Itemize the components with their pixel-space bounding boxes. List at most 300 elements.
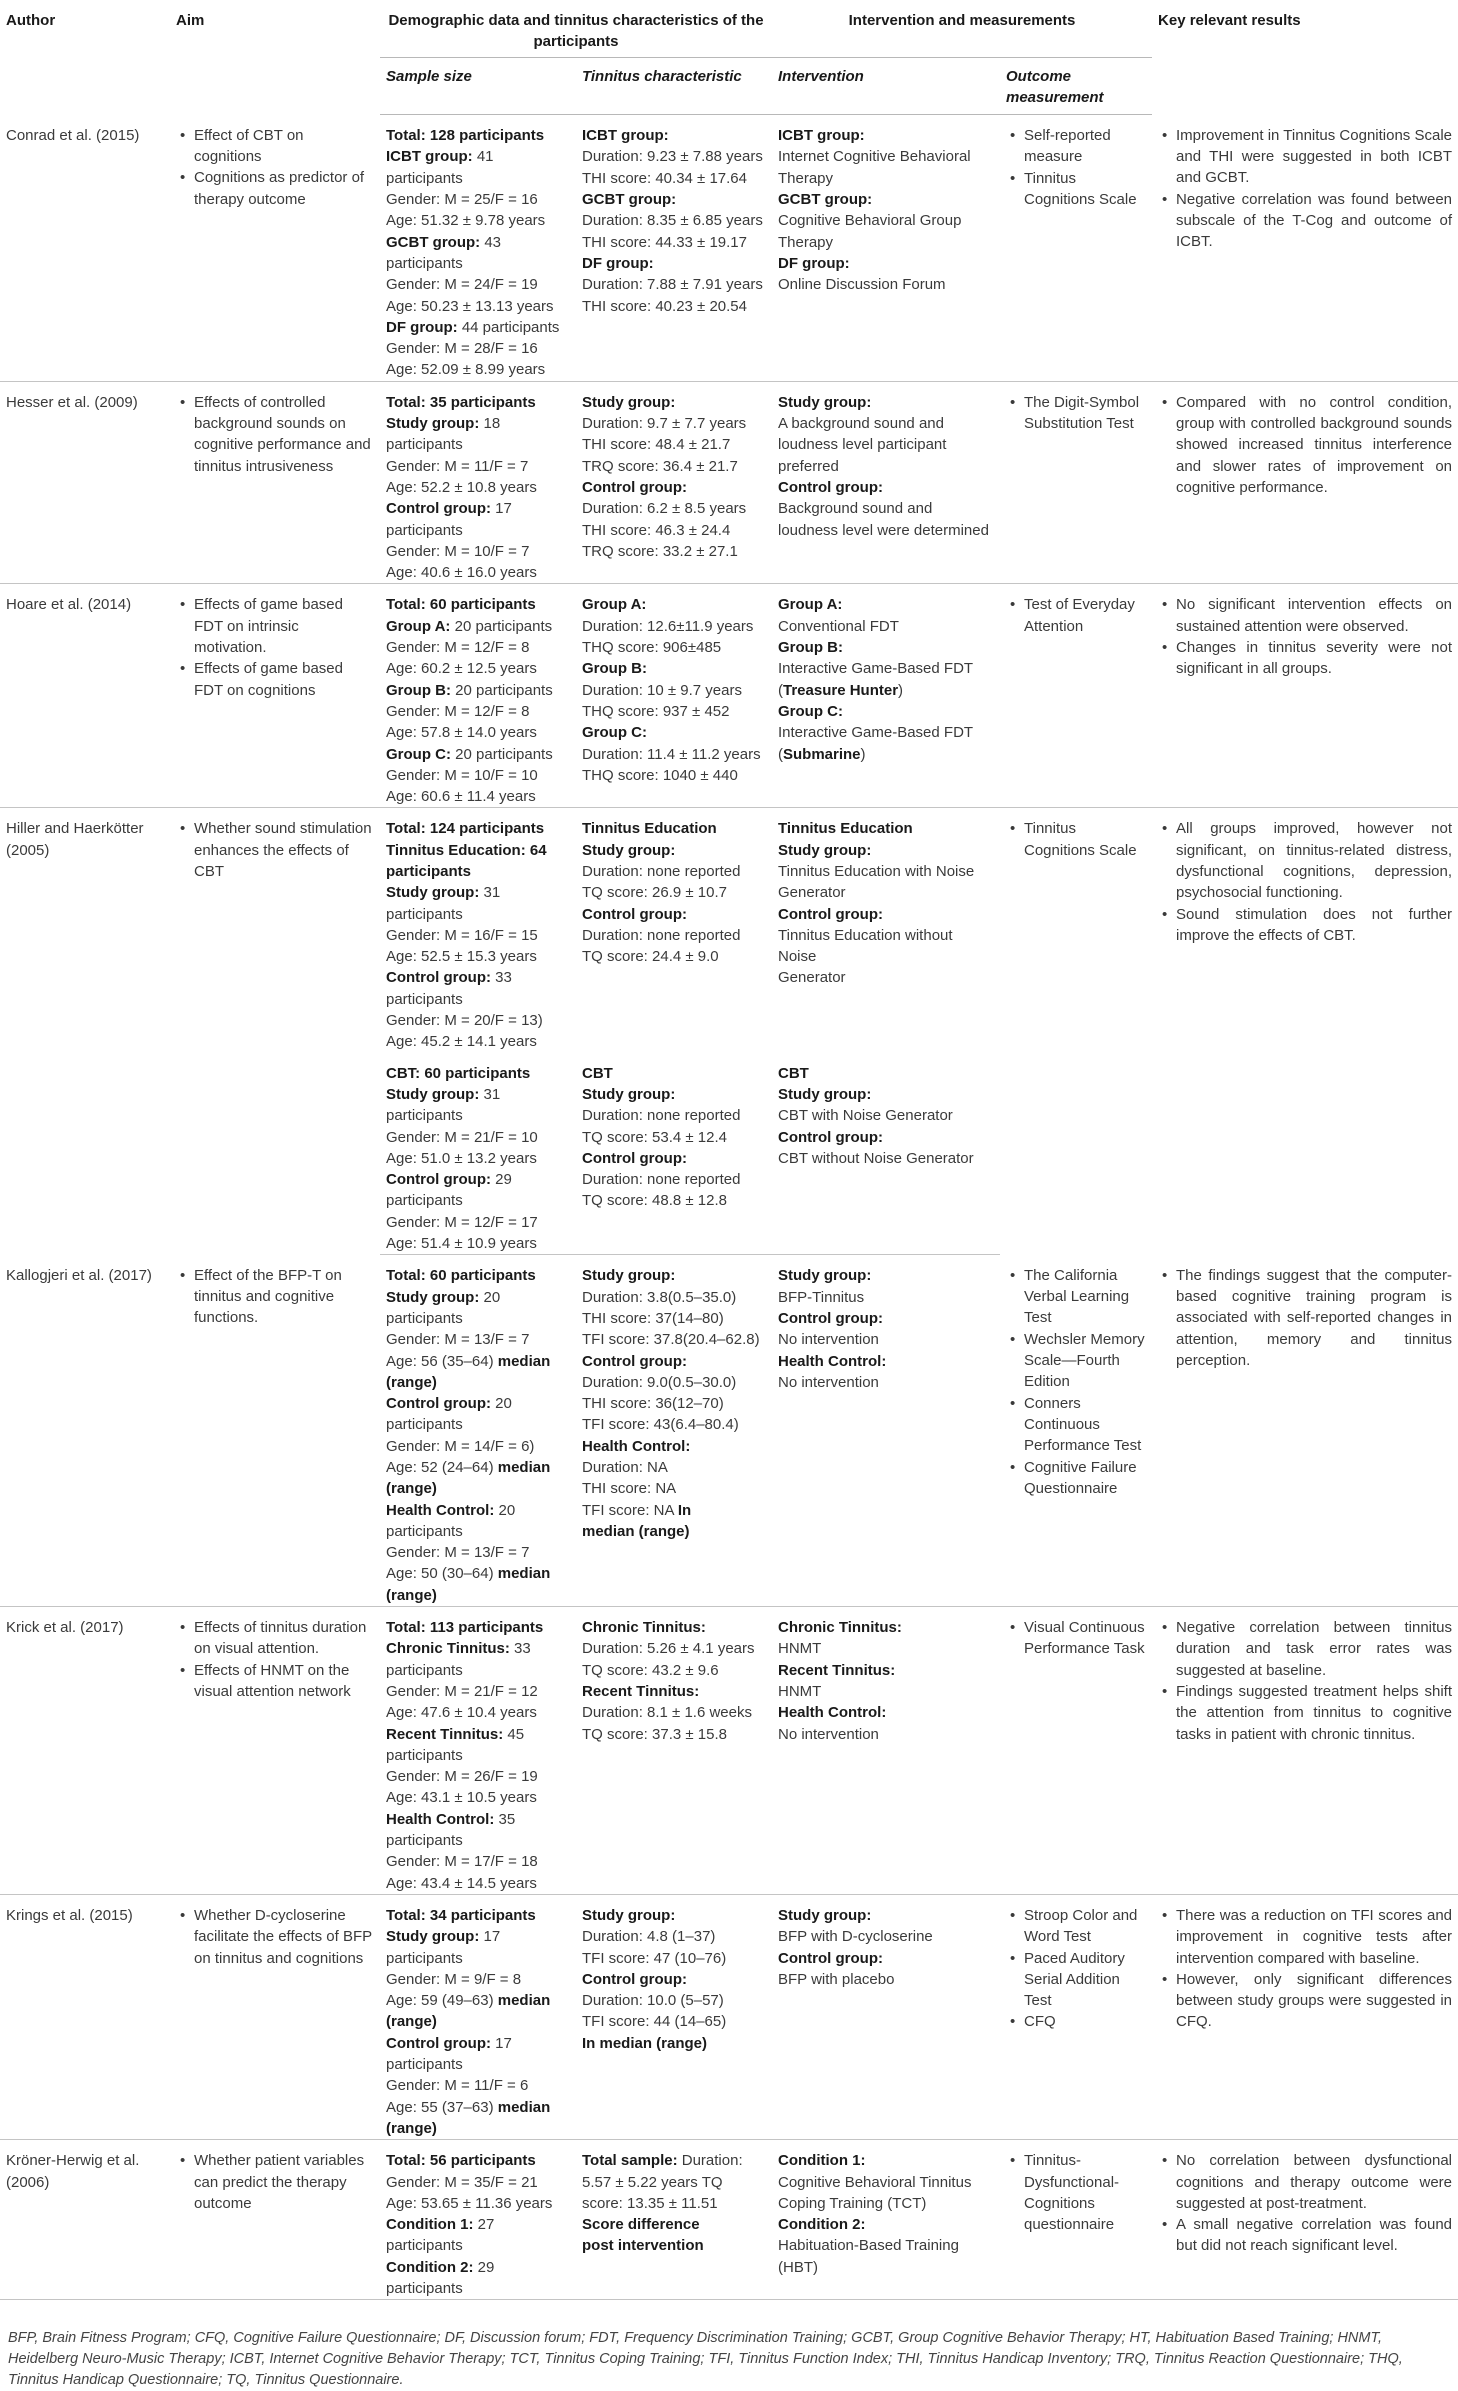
tinnitus-text: In median (range) <box>582 2034 708 2052</box>
intervention-text: Control group: <box>778 1309 883 1327</box>
intervention-text: Chronic Tinnitus: <box>778 1619 902 1637</box>
results-cell <box>1152 1607 1458 1895</box>
intervention-text: CBT with Noise Generator <box>778 1107 953 1125</box>
header-demographic: Demographic data and tinnitus characteristics of the participants <box>380 0 772 57</box>
results-list <box>1158 392 1452 498</box>
sample-text: Age: 59 (49–63) <box>386 1992 498 2010</box>
tinnitus-line <box>582 1063 766 1084</box>
intervention-text-close: ) <box>860 745 866 763</box>
intervention-text: Tinnitus Education without Noise <box>778 926 953 966</box>
tinnitus-line <box>582 1105 766 1126</box>
intervention-text: CBT without Noise Generator <box>778 1149 974 1167</box>
sample-text-rest: 20 <box>490 1395 512 1413</box>
sample-text: Study group: <box>386 1085 480 1103</box>
sample-text: (range) <box>386 1586 437 1604</box>
tinnitus-text: TQ score: 43.2 ± 9.6 <box>582 1661 719 1679</box>
sample-line <box>386 637 570 658</box>
tinnitus-text: Control group: <box>582 478 687 496</box>
tinnitus-line <box>582 1948 766 1969</box>
sample-line <box>386 1585 570 1606</box>
sample-line <box>386 1905 570 1926</box>
sample-text-rest: 18 <box>479 415 501 433</box>
sample-text-bold: median <box>497 1565 551 1583</box>
sample-text: Age: 52.09 ± 8.99 years <box>386 361 546 379</box>
sample-line <box>386 1169 570 1190</box>
sample-line <box>386 1308 570 1329</box>
sample-text-rest: 17 <box>479 1928 501 1946</box>
sample-text: Control group: <box>386 969 491 987</box>
outcome-cell <box>1000 808 1152 1255</box>
tinnitus-text: Study group: <box>582 1906 676 1924</box>
outcome-item: • Stroop Color and Word Test <box>1024 1905 1146 1948</box>
sample-line <box>386 1084 570 1105</box>
sample-line <box>386 882 570 903</box>
sample-text: Age: 45.2 ± 14.1 years <box>386 1033 537 1051</box>
tinnitus-line <box>582 392 766 413</box>
tinnitus-text: TQ score: 53.4 ± 12.4 <box>582 1128 727 1146</box>
sample-text: participants <box>386 254 463 272</box>
sample-line <box>386 925 570 946</box>
sample-text: Age: 56 (35–64) <box>386 1352 498 1370</box>
aim-item: • Effect of the BFP-T on tinnitus and cognitive functions. <box>194 1265 374 1329</box>
tinnitus-text: ICBT group: <box>582 127 669 145</box>
sample-line <box>386 1351 570 1372</box>
tinnitus-text: Duration: 4.8 (1–37) <box>582 1928 716 1946</box>
sample-line <box>386 658 570 679</box>
sample-line <box>386 904 570 925</box>
outcome-list <box>1006 392 1146 435</box>
intervention-line <box>778 1127 994 1148</box>
intervention-line <box>778 1638 994 1659</box>
sample-line <box>386 840 570 861</box>
tinnitus-line <box>582 541 766 562</box>
author-cell: Krick et al. (2017) <box>0 1607 170 1895</box>
intervention-line <box>778 456 994 477</box>
aim-list <box>176 1905 374 1969</box>
sample-line <box>386 1372 570 1393</box>
sample-line <box>386 1873 570 1894</box>
sample-text: participants <box>386 1107 463 1125</box>
tinnitus-text: THQ score: 1040 ± 440 <box>582 766 738 784</box>
intervention-text: Background sound and <box>778 500 933 518</box>
tinnitus-text: GCBT group: <box>582 191 677 209</box>
sample-text: Total: 113 participants <box>386 1619 544 1637</box>
tinnitus-text: Duration: NA <box>582 1459 668 1476</box>
sample-text: Total: 34 participants <box>386 1906 536 1924</box>
outcome-list <box>1006 125 1146 210</box>
aim-cell <box>170 1894 380 2139</box>
sample-text: Tinnitus Education: 64 <box>386 841 547 859</box>
sample-text: participants <box>386 990 463 1008</box>
intervention-cell <box>772 115 1000 382</box>
intervention-text: HNMT <box>778 1640 822 1658</box>
intervention-line <box>778 1926 994 1947</box>
intervention-text: BFP-Tinnitus <box>778 1288 865 1306</box>
sample-line <box>386 1212 570 1233</box>
intervention-text-close: ) <box>898 681 904 699</box>
intervention-text: Condition 1: <box>778 2152 866 2170</box>
sample-text: Condition 1: <box>386 2216 474 2234</box>
sample-text: (range) <box>386 2119 437 2137</box>
intervention-cell <box>772 1053 1000 1255</box>
tinnitus-text: Duration: 10 ± 9.7 years <box>582 681 742 699</box>
outcome-cell <box>1000 2140 1152 2300</box>
tinnitus-text: DF group: <box>582 254 654 272</box>
intervention-line <box>778 967 994 988</box>
sample-text-bold: median <box>497 1352 551 1370</box>
author-cell: Hesser et al. (2009) <box>0 381 170 584</box>
tinnitus-text: Total sample: <box>582 2152 678 2170</box>
sample-line <box>386 1745 570 1766</box>
sample-text: Age: 40.6 ± 16.0 years <box>386 564 537 582</box>
sample-line <box>386 2214 570 2235</box>
sample-text-bold: median <box>497 1992 551 2010</box>
sample-text: Gender: M = 13/F = 7 <box>386 1331 530 1349</box>
sample-line <box>386 477 570 498</box>
intervention-line <box>778 861 994 882</box>
sample-line <box>386 1617 570 1638</box>
results-cell <box>1152 808 1458 1255</box>
sample-line <box>386 1830 570 1851</box>
sample-text: Age: 60.6 ± 11.4 years <box>386 788 536 806</box>
tinnitus-line <box>582 594 766 615</box>
sample-line <box>386 2257 570 2278</box>
tinnitus-line <box>582 1521 766 1542</box>
sample-line <box>386 680 570 701</box>
sample-line <box>386 765 570 786</box>
tinnitus-line <box>582 1372 766 1393</box>
outcome-item: • Tinnitus Cognitions Scale <box>1024 168 1146 211</box>
sample-line <box>386 413 570 434</box>
sample-line <box>386 2235 570 2256</box>
sample-text: (range) <box>386 2013 437 2031</box>
author-cell: Krings et al. (2015) <box>0 1894 170 2139</box>
sample-line <box>386 1233 570 1254</box>
sample-text: Gender: M = 11/F = 6 <box>386 2077 529 2095</box>
sample-line <box>386 2054 570 2075</box>
aim-cell <box>170 1607 380 1895</box>
tinnitus-text: post intervention <box>582 2237 704 2255</box>
outcome-cell <box>1000 584 1152 808</box>
results-item: • Sound stimulation does not further improve the effects of CBT. <box>1176 904 1452 947</box>
intervention-line <box>778 1948 994 1969</box>
sample-line <box>386 1148 570 1169</box>
aim-item: • Effects of game based FDT on cognitions <box>194 658 374 701</box>
author-cell: Hoare et al. (2014) <box>0 584 170 808</box>
outcome-item: • The Digit-Symbol Substitution Test <box>1024 392 1146 435</box>
outcome-item: • Visual Continuous Performance Task <box>1024 1617 1146 1660</box>
results-item: • A small negative correlation was found but did not reach significant level. <box>1176 2214 1452 2257</box>
header-sample-size: Sample size <box>380 57 576 115</box>
sample-text: Gender: M = 9/F = 8 <box>386 1970 522 1988</box>
results-item: • Changes in tinnitus severity were not significant in all groups. <box>1176 637 1452 680</box>
tinnitus-line <box>582 765 766 786</box>
intervention-line <box>778 2172 994 2193</box>
sample-text: Health Control: <box>386 1501 495 1519</box>
results-item: • Improvement in Tinnitus Cognitions Scale and THI were suggested in both ICBT and GCBT. <box>1176 125 1452 189</box>
tinnitus-text: Duration: none reported <box>582 1107 741 1125</box>
intervention-text: ( <box>778 745 783 763</box>
sample-line <box>386 2075 570 2096</box>
tinnitus-text: TRQ score: 36.4 ± 21.7 <box>582 457 738 475</box>
results-cell <box>1152 584 1458 808</box>
sample-line <box>386 1063 570 1084</box>
sample-text: (range) <box>386 1373 437 1391</box>
tinnitus-line <box>582 2172 766 2193</box>
intervention-cell <box>772 1607 1000 1895</box>
tinnitus-line <box>582 274 766 295</box>
outcome-list <box>1006 2150 1146 2235</box>
intervention-line <box>778 594 994 615</box>
results-list <box>1158 1265 1452 1371</box>
intervention-text: Therapy <box>778 233 834 251</box>
outcome-item: • Tinnitus Cognitions Scale <box>1024 818 1146 861</box>
sample-text-rest: 20 <box>494 1501 516 1519</box>
results-cell <box>1152 1894 1458 2139</box>
sample-text: participants <box>386 905 463 923</box>
sample-text: participants <box>386 1949 463 1967</box>
intervention-text: Conventional FDT <box>778 617 899 635</box>
sample-line <box>386 967 570 988</box>
results-list <box>1158 2150 1452 2256</box>
sample-text: Gender: M = 11/F = 7 <box>386 457 529 475</box>
sample-text-rest: 31 <box>479 884 501 902</box>
sample-text: Gender: M = 21/F = 12 <box>386 1682 538 1700</box>
intervention-text: No intervention <box>778 1725 879 1743</box>
intervention-line <box>778 637 994 658</box>
sample-line <box>386 498 570 519</box>
results-list <box>1158 1905 1452 2033</box>
outcome-item: • Self-reported measure <box>1024 125 1146 168</box>
sample-text: participants <box>386 1746 463 1764</box>
aim-list <box>176 2150 374 2214</box>
tinnitus-line <box>582 434 766 455</box>
aim-cell <box>170 115 380 382</box>
table-row <box>0 381 1458 584</box>
sample-line <box>386 189 570 210</box>
aim-item: • Effects of game based FDT on intrinsic motivation. <box>194 594 374 658</box>
intervention-text: Internet Cognitive Behavioral <box>778 148 971 166</box>
sample-line <box>386 168 570 189</box>
outcome-item: • The California Verbal Learning Test <box>1024 1265 1146 1329</box>
header-author: Author <box>6 12 56 29</box>
sample-line <box>386 744 570 765</box>
sample-text: ICBT group: <box>386 148 473 166</box>
results-list <box>1158 125 1452 253</box>
sample-text: Chronic Tinnitus: <box>386 1640 510 1658</box>
intervention-line <box>778 701 994 722</box>
header-results: Key relevant results <box>1158 12 1301 29</box>
sample-text-rest: 31 <box>479 1085 501 1103</box>
tinnitus-text: Group A: <box>582 596 647 614</box>
intervention-text: Therapy <box>778 169 834 187</box>
sample-line <box>386 1766 570 1787</box>
sample-text: Study group: <box>386 1288 480 1306</box>
sample-line <box>386 2150 570 2171</box>
tinnitus-line <box>582 1681 766 1702</box>
tinnitus-text: Study group: <box>582 1085 676 1103</box>
sample-line <box>386 1329 570 1350</box>
intervention-line <box>778 1702 994 1723</box>
intervention-line <box>778 2193 994 2214</box>
sample-line <box>386 456 570 477</box>
intervention-line <box>778 2235 994 2256</box>
tinnitus-line <box>582 1414 766 1435</box>
tinnitus-line <box>582 189 766 210</box>
tinnitus-line <box>582 2193 766 2214</box>
sample-line <box>386 1787 570 1808</box>
tinnitus-text: CBT <box>582 1064 613 1082</box>
intervention-line <box>778 1372 994 1393</box>
sample-text: participants <box>386 436 463 454</box>
tinnitus-line <box>582 904 766 925</box>
results-item: • The findings suggest that the computer-based cognitive training program is associated with self-reported changes in attention, memory and tinnitus perception. <box>1176 1265 1452 1371</box>
sample-text: Age: 52.2 ± 10.8 years <box>386 478 537 496</box>
tinnitus-line <box>582 680 766 701</box>
tinnitus-line <box>582 882 766 903</box>
table-row <box>0 1894 1458 2139</box>
sample-text-rest: 41 <box>472 148 494 166</box>
tinnitus-line <box>582 498 766 519</box>
intervention-line <box>778 1063 994 1084</box>
aim-item: • Whether sound stimulation enhances the effects of CBT <box>194 818 374 882</box>
sample-text: Gender: M = 10/F = 7 <box>386 542 530 560</box>
intervention-line <box>778 146 994 167</box>
sample-line <box>386 1948 570 1969</box>
header-intervention-group: Intervention and measurements <box>772 0 1152 57</box>
tinnitus-text: 5.57 ± 5.22 years TQ <box>582 2173 723 2191</box>
intervention-line <box>778 882 994 903</box>
intervention-line <box>778 2214 994 2235</box>
intervention-line <box>778 1287 994 1308</box>
intervention-text: Generator <box>778 884 846 902</box>
sample-text-rest: 29 <box>490 1171 512 1189</box>
tinnitus-line <box>582 1436 766 1457</box>
tinnitus-text: TQ score: 37.3 ± 15.8 <box>582 1725 727 1743</box>
author-cell: Kröner-Herwig et al. (2006) <box>0 2140 170 2300</box>
tinnitus-line <box>582 1617 766 1638</box>
tinnitus-line <box>582 1638 766 1659</box>
sample-text: participants <box>386 1416 463 1434</box>
outcome-list <box>1006 1265 1146 1499</box>
tinnitus-line <box>582 1969 766 1990</box>
table-row <box>0 2140 1458 2300</box>
sample-text-rest: 43 <box>480 233 502 251</box>
tinnitus-line <box>582 413 766 434</box>
sample-text: Age: 51.0 ± 13.2 years <box>386 1149 537 1167</box>
sample-text: Gender: M = 24/F = 19 <box>386 276 538 294</box>
tinnitus-characteristic-cell <box>576 808 772 1053</box>
outcome-list <box>1006 594 1146 637</box>
sample-text: Gender: M = 12/F = 8 <box>386 702 530 720</box>
sample-line <box>386 2172 570 2193</box>
sample-line <box>386 1500 570 1521</box>
sample-text: GCBT group: <box>386 233 481 251</box>
sample-line <box>386 1127 570 1148</box>
sample-text: Age: 50.23 ± 13.13 years <box>386 297 554 315</box>
intervention-cell <box>772 808 1000 1053</box>
intervention-line <box>778 1724 994 1745</box>
intervention-text: Habituation-Based Training <box>778 2237 959 2255</box>
results-list <box>1158 1617 1452 1745</box>
intervention-text: Study group: <box>778 1085 872 1103</box>
intervention-text: GCBT group: <box>778 191 873 209</box>
tinnitus-text: Duration: 5.26 ± 4.1 years <box>582 1640 755 1658</box>
intervention-line <box>778 818 994 839</box>
intervention-line <box>778 1308 994 1329</box>
intervention-text: Group B: <box>778 639 843 657</box>
results-item: • No correlation between dysfunctional cognitions and therapy outcome were suggested at post-treatment. <box>1176 2150 1452 2214</box>
header-outcome-measurement: Outcome measurement <box>1000 57 1152 115</box>
tinnitus-text: Duration: 8.35 ± 6.85 years <box>582 212 763 230</box>
results-item: • All groups improved, however not significant, on tinnitus-related distress, dysfunctional cognitions, depression, psychosocial functioning. <box>1176 818 1452 903</box>
intervention-text: Coping Training (TCT) <box>778 2194 927 2212</box>
tinnitus-characteristic-cell <box>576 584 772 808</box>
sample-line <box>386 392 570 413</box>
tinnitus-text: Duration: 8.1 ± 1.6 weeks <box>582 1704 752 1722</box>
sample-text: Control group: <box>386 2034 491 2052</box>
intervention-text: preferred <box>778 457 839 475</box>
tinnitus-text: Group B: <box>582 660 647 678</box>
sample-text: Total: 128 participants <box>386 127 545 145</box>
tinnitus-text: Duration: 9.7 ± 7.7 years <box>582 415 747 433</box>
outcome-item: • Tinnitus-Dysfunctional-Cognitions questionnaire <box>1024 2150 1146 2235</box>
sample-line <box>386 434 570 455</box>
tinnitus-line <box>582 125 766 146</box>
tinnitus-characteristic-cell <box>576 2140 772 2300</box>
sample-text: Condition 2: <box>386 2258 474 2276</box>
intervention-text: Tinnitus Education <box>778 820 913 838</box>
tinnitus-line <box>582 1457 766 1478</box>
tinnitus-line <box>582 520 766 541</box>
tinnitus-text: THI score: 44.33 ± 19.17 <box>582 233 747 251</box>
sample-line <box>386 1563 570 1584</box>
header-row <box>0 0 1458 57</box>
outcome-cell <box>1000 381 1152 584</box>
tinnitus-line <box>582 168 766 189</box>
sample-text: Group A: <box>386 617 451 635</box>
tinnitus-text: TFI score: 44 (14–65) <box>582 2013 727 2031</box>
sample-line <box>386 616 570 637</box>
sample-text: Group B: <box>386 681 451 699</box>
sample-line <box>386 562 570 583</box>
sample-text-rest: 20 participants <box>451 681 553 699</box>
sample-size-cell <box>380 1894 576 2139</box>
tinnitus-text: THQ score: 906±485 <box>582 639 722 657</box>
sample-line <box>386 1926 570 1947</box>
tinnitus-text: Study group: <box>582 1267 676 1285</box>
tinnitus-text: TQ score: 24.4 ± 9.0 <box>582 948 719 966</box>
sample-text: Age: 57.8 ± 14.0 years <box>386 724 537 742</box>
tinnitus-text: TFI score: 43(6.4–80.4) <box>582 1416 739 1434</box>
intervention-line <box>778 925 994 968</box>
tinnitus-characteristic-cell <box>576 1255 772 1607</box>
tinnitus-text: Duration: none reported <box>582 862 741 880</box>
intervention-line <box>778 1265 994 1286</box>
intervention-line <box>778 434 994 455</box>
intervention-cell <box>772 2140 1000 2300</box>
tinnitus-line <box>582 1169 766 1190</box>
intervention-cell <box>772 1255 1000 1607</box>
tinnitus-text: Control group: <box>582 1352 687 1370</box>
sample-text-rest: 29 <box>473 2258 495 2276</box>
intervention-text: Control group: <box>778 1128 883 1146</box>
outcome-cell <box>1000 1894 1152 2139</box>
sample-text: Gender: M = 28/F = 16 <box>386 340 538 358</box>
intervention-line <box>778 840 994 861</box>
tinnitus-text: Duration: 12.6±11.9 years <box>582 617 754 635</box>
table-row <box>0 1607 1458 1895</box>
